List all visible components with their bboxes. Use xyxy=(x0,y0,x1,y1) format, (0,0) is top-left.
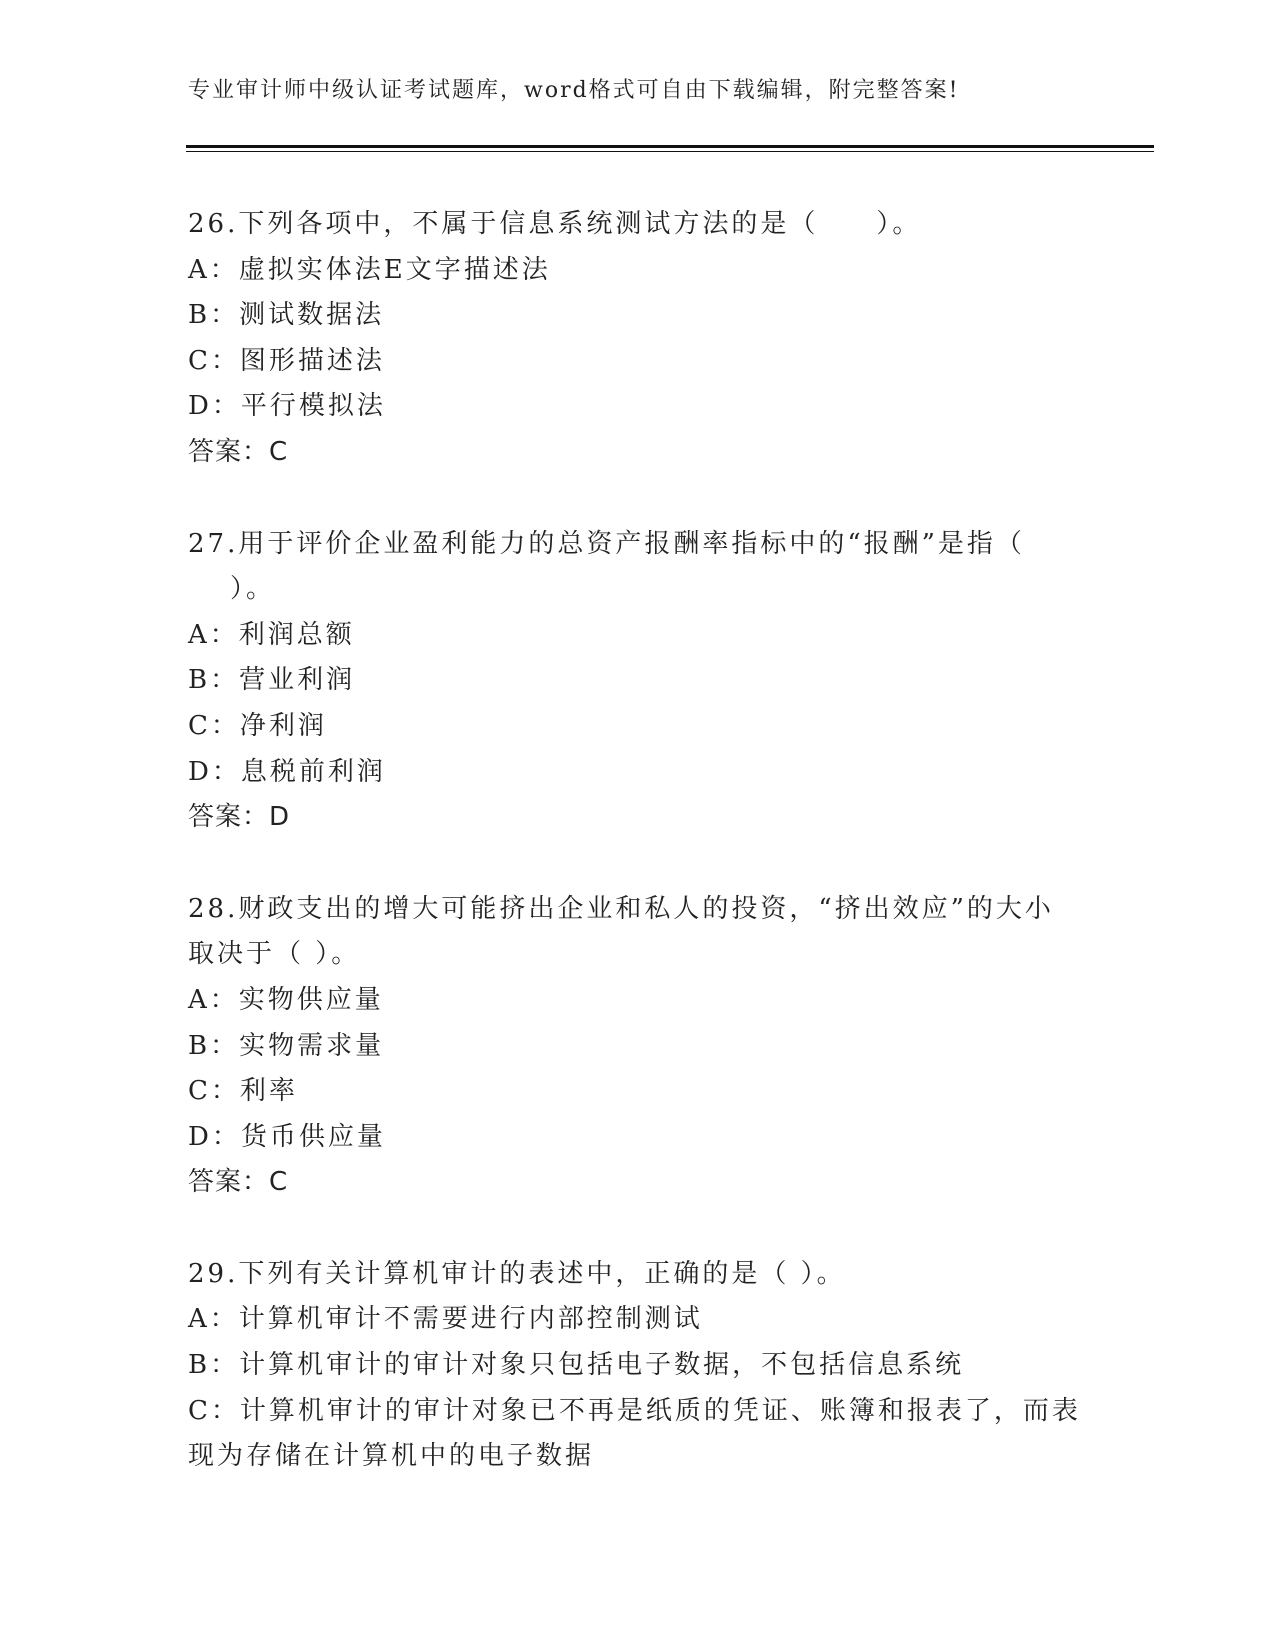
question-stem: 27.用于评价企业盈利能力的总资产报酬率指标中的“报酬”是指（ xyxy=(188,528,1025,559)
question-27 xyxy=(188,522,1088,841)
question-28 xyxy=(188,887,1088,1206)
answer-label: 答案：D xyxy=(188,802,291,833)
option-a: A：实物供应量 xyxy=(188,984,384,1015)
question-stem: 26.下列各项中，不属于信息系统测试方法的是（ ）。 xyxy=(188,209,922,239)
option-d: D：平行模拟法 xyxy=(188,391,386,422)
option-b: B：营业利润 xyxy=(188,665,356,696)
option-a: A：虚拟实体法E文字描述法 xyxy=(188,254,551,285)
question-stem: 28.财政支出的增大可能挤出企业和私人的投资，“挤出效应”的大小 xyxy=(188,893,1054,924)
header-divider xyxy=(186,145,1154,152)
page-header: 专业审计师中级认证考试题库，word格式可自由下载编辑，附完整答案! xyxy=(188,78,960,103)
question-26 xyxy=(188,202,1088,476)
option-d: D：货币供应量 xyxy=(188,1121,386,1152)
question-stem-continuation: 取决于（ ）。 xyxy=(188,939,361,970)
question-stem-continuation: ）。 xyxy=(230,574,276,605)
option-b: B：实物需求量 xyxy=(188,1030,385,1061)
answer-label: 答案：C xyxy=(188,436,289,467)
option-c-continuation: 现为存储在计算机中的电子数据 xyxy=(188,1441,595,1472)
question-29 xyxy=(188,1252,1088,1480)
question-list xyxy=(188,202,1088,1526)
option-b: B：计算机审计的审计对象只包括电子数据，不包括信息系统 xyxy=(188,1350,965,1381)
option-c: C：计算机审计的审计对象已不再是纸质的凭证、账簿和报表了，而表 xyxy=(188,1395,1081,1426)
option-c: C：利率 xyxy=(188,1076,298,1107)
option-b: B：测试数据法 xyxy=(188,300,385,331)
option-d: D：息税前利润 xyxy=(188,756,386,787)
option-a: A：利润总额 xyxy=(188,619,355,650)
question-stem: 29.下列有关计算机审计的表述中，正确的是（ ）。 xyxy=(188,1258,846,1289)
option-c: C：图形描述法 xyxy=(188,345,385,376)
answer-label: 答案：C xyxy=(188,1167,289,1198)
option-a: A：计算机审计不需要进行内部控制测试 xyxy=(188,1304,703,1335)
option-c: C：净利润 xyxy=(188,710,327,741)
